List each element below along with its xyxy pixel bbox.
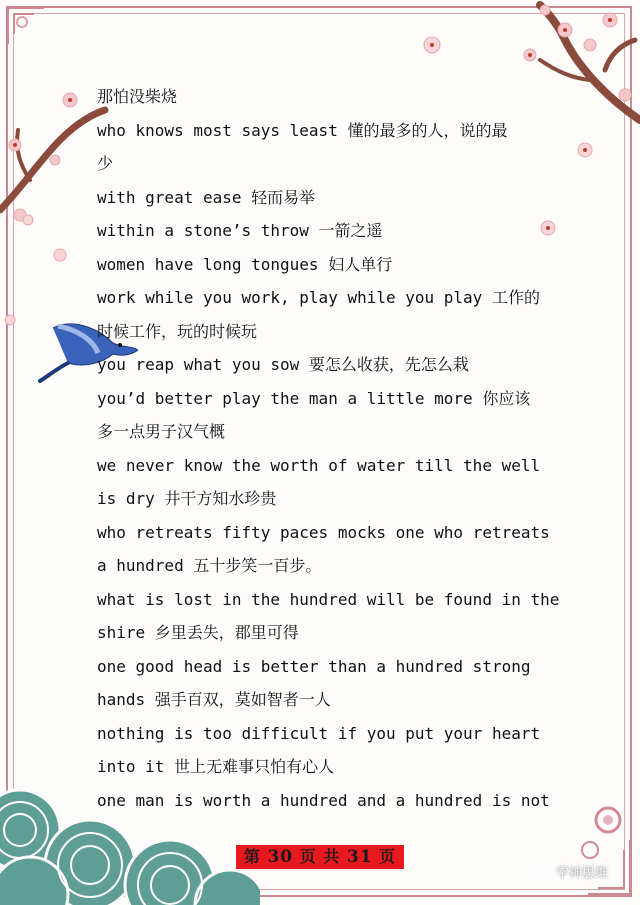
text-line: shire 乡里丢失，郡里可得 [97,623,299,642]
text-line: work while you work, play while you play 工作的 [97,288,540,307]
text-line: within a stone’s throw 一箭之遥 [97,221,383,240]
text-line: one man is worth a hundred and a hundred is not [97,790,550,810]
idiom-text-block [97,80,560,817]
text-line: we never know the worth of water till the well [97,455,541,475]
wechat-icon [530,864,552,880]
page-middle-text: 页 共 [299,847,341,866]
text-line: who knows most says least 懂的最多的人，说的最 [97,120,508,140]
text-line: hands 强手百双，莫如智者一人 [97,690,331,709]
text-line: with great ease 轻而易举 [97,187,316,207]
watermark-text: 学神思维 [556,866,609,881]
text-line: 少 [97,154,114,173]
watermark [530,862,608,881]
text-line: 那怕没柴烧 [97,87,178,106]
text-line: 多一点男子汉气概 [97,422,226,441]
text-line: nothing is too difficult if you put your heart [97,723,541,743]
current-page-number: 30 [267,847,294,867]
page-number-indicator [236,845,404,869]
text-line: is dry 井干方知水珍贵 [97,489,277,508]
page-prefix: 第 [243,847,261,866]
text-line: what is lost in the hundred will be found in the [97,589,560,609]
text-line: women have long tongues 妇人单行 [97,254,393,274]
text-line: you’d better play the man a little more 你应该 [97,388,531,408]
text-line: into it 世上无难事只怕有心人 [97,757,335,776]
text-line: you reap what you sow 要怎么收获，先怎么栽 [97,355,469,374]
total-pages-number: 31 [346,847,373,867]
text-line: a hundred 五十步笑一百步。 [97,556,322,575]
text-line: who retreats fifty paces mocks one who retreats [97,522,550,542]
text-line: 时候工作，玩的时候玩 [97,321,258,341]
page-suffix: 页 [379,847,397,866]
text-line: one good head is better than a hundred strong [97,656,531,676]
